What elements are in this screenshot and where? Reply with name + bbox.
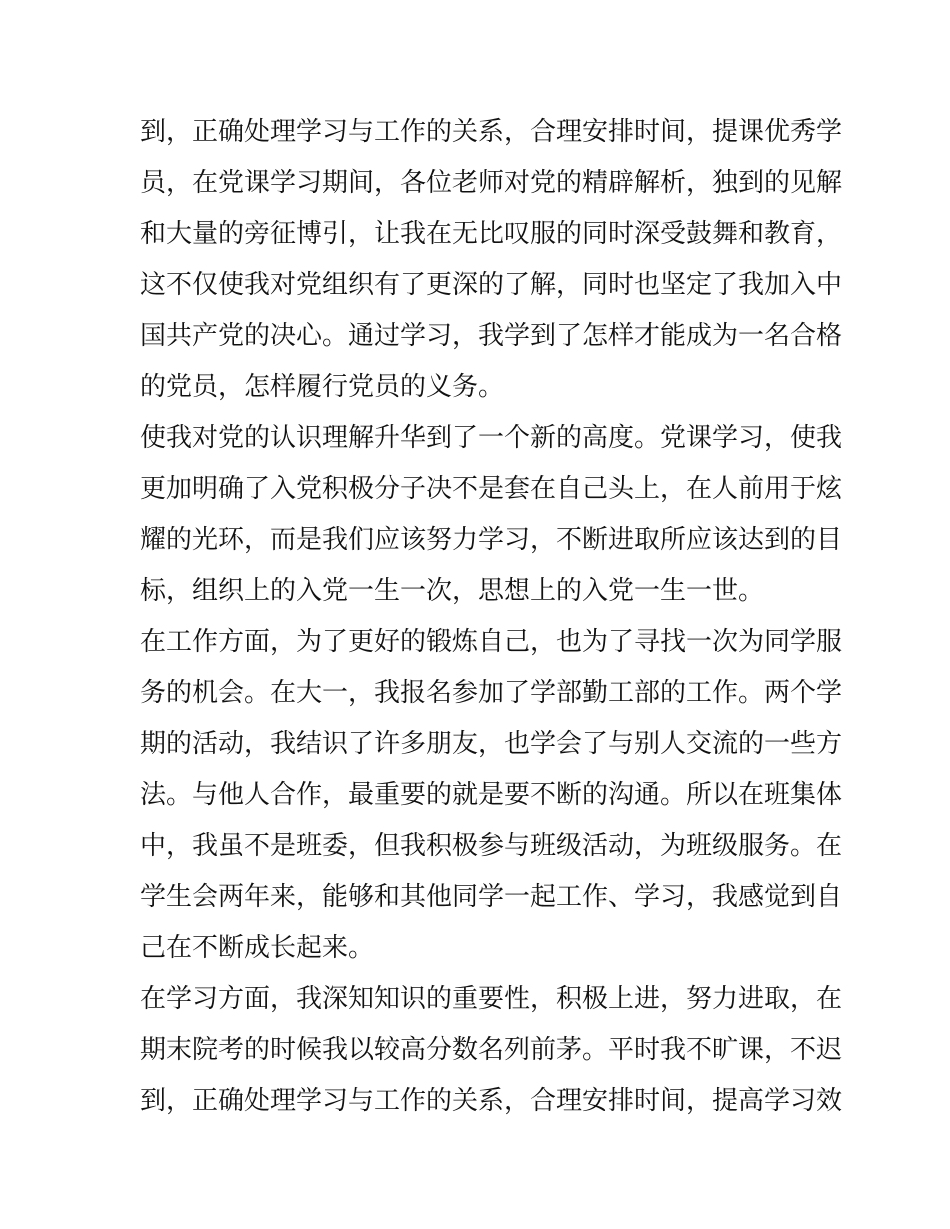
text-line: 在工作方面，为了更好的锻炼自己，也为了寻找一次为同学服: [140, 627, 843, 657]
text-line: 这不仅使我对党组织有了更深的了解，同时也坚定了我加入中: [140, 270, 843, 300]
text-line: 期末院考的时候我以较高分数名列前茅。平时我不旷课，不迟: [140, 1035, 843, 1065]
text-line: 和大量的旁征博引，让我在无比叹服的同时深受鼓舞和教育，: [140, 219, 843, 249]
text-line: 更加明确了入党积极分子决不是套在自己头上，在人前用于炫: [140, 474, 843, 504]
text-line: 的党员，怎样履行党员的义务。: [140, 372, 505, 402]
text-line: 己在不断成长起来。: [140, 933, 375, 963]
text-line: 务的机会。在大一，我报名参加了学部勤工部的工作。两个学: [140, 678, 843, 708]
text-line: 中，我虽不是班委，但我积极参与班级活动，为班级服务。在: [140, 831, 843, 861]
text-line: 使我对党的认识理解升华到了一个新的高度。党课学习，使我: [140, 423, 843, 453]
text-line: 在学习方面，我深知知识的重要性，积极上进，努力进取，在: [140, 984, 843, 1014]
text-line: 员，在党课学习期间，各位老师对党的精辟解析，独到的见解: [140, 168, 843, 198]
text-line: 到，正确处理学习与工作的关系，合理安排时间，提高学习效: [140, 1086, 843, 1116]
text-line: 标，组织上的入党一生一次，思想上的入党一生一世。: [140, 576, 765, 606]
body-text: [140, 107, 843, 1127]
text-line: 国共产党的决心。通过学习，我学到了怎样才能成为一名合格: [140, 321, 843, 351]
text-line: 期的活动，我结识了许多朋友，也学会了与别人交流的一些方: [140, 729, 843, 759]
text-line: 到，正确处理学习与工作的关系，合理安排时间，提课优秀学: [140, 117, 843, 147]
text-line: 耀的光环，而是我们应该努力学习，不断进取所应该达到的目: [140, 525, 843, 555]
text-line: 法。与他人合作，最重要的就是要不断的沟通。所以在班集体: [140, 780, 843, 810]
text-line: 学生会两年来，能够和其他同学一起工作、学习，我感觉到自: [140, 882, 843, 912]
